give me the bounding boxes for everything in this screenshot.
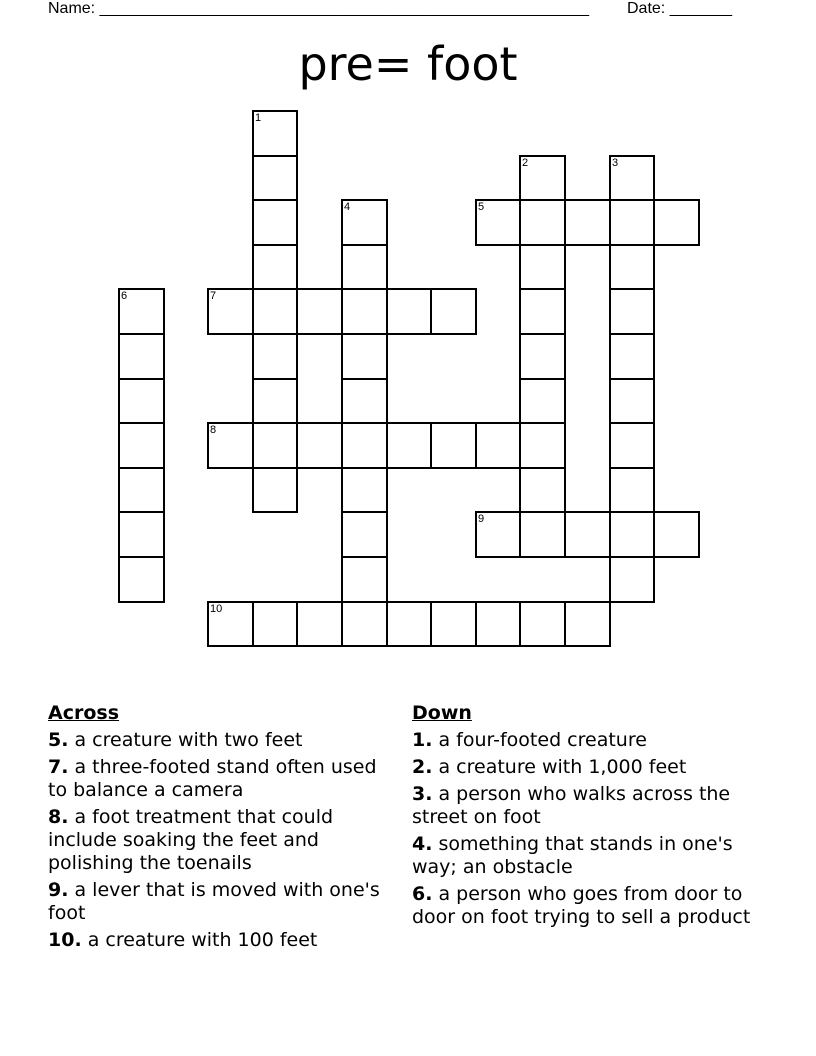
grid-cell[interactable]	[609, 288, 655, 335]
clue-text: a creature with 100 feet	[87, 929, 318, 951]
grid-cell[interactable]	[341, 199, 388, 246]
across-clue	[48, 806, 388, 875]
clue-number: 5.	[48, 729, 69, 751]
grid-cell[interactable]	[118, 333, 165, 380]
grid-cell[interactable]	[296, 288, 343, 335]
clue-number: 3.	[412, 783, 433, 805]
clue-number: 2.	[412, 756, 433, 778]
puzzle-title: pre= foot	[298, 37, 518, 91]
grid-cell[interactable]	[341, 422, 388, 469]
grid-cell[interactable]	[252, 288, 298, 335]
across-clue	[48, 729, 388, 752]
clue-text: a person who walks across the street on foot	[412, 783, 731, 828]
grid-cell[interactable]	[519, 422, 566, 469]
grid-cell[interactable]	[252, 422, 298, 469]
grid-cell[interactable]	[609, 422, 655, 469]
date-field[interactable]: Date: _______	[627, 0, 732, 17]
grid-cell[interactable]	[207, 422, 254, 469]
down-clue	[412, 883, 782, 929]
grid-cell[interactable]	[207, 288, 254, 335]
grid-cell[interactable]	[475, 422, 521, 469]
across-clue	[48, 929, 388, 952]
cell-number: 1	[255, 112, 262, 124]
grid-cell[interactable]	[252, 155, 298, 201]
grid-cell[interactable]	[341, 378, 388, 424]
grid-cell[interactable]	[519, 155, 566, 201]
clue-text: a four-footed creature	[438, 729, 647, 751]
across-clues	[48, 702, 388, 956]
grid-cell[interactable]	[519, 511, 566, 558]
grid-cell[interactable]	[564, 601, 611, 647]
clue-number: 9.	[48, 879, 69, 901]
grid-cell[interactable]	[609, 333, 655, 380]
grid-cell[interactable]	[341, 556, 388, 603]
clue-number: 1.	[412, 729, 433, 751]
grid-cell[interactable]	[252, 244, 298, 290]
grid-cell[interactable]	[609, 199, 655, 246]
down-clues	[412, 702, 782, 933]
grid-cell[interactable]	[341, 511, 388, 558]
name-field[interactable]: Name: _______________________________________________________	[48, 0, 589, 17]
grid-cell[interactable]	[341, 288, 388, 335]
grid-cell[interactable]	[430, 601, 477, 647]
grid-cell[interactable]	[118, 556, 165, 603]
grid-cell[interactable]	[118, 422, 165, 469]
across-heading: Across	[48, 702, 120, 724]
grid-cell[interactable]	[341, 467, 388, 513]
grid-cell[interactable]	[609, 511, 655, 558]
grid-cell[interactable]	[252, 601, 298, 647]
down-clue	[412, 833, 782, 879]
cell-number: 5	[478, 201, 485, 213]
clue-number: 4.	[412, 833, 433, 855]
grid-cell[interactable]	[252, 199, 298, 246]
grid-cell[interactable]	[519, 244, 566, 290]
cell-number: 6	[121, 290, 128, 302]
clue-number: 7.	[48, 756, 69, 778]
down-clue	[412, 729, 782, 752]
clue-number: 8.	[48, 806, 69, 828]
grid-cell[interactable]	[609, 467, 655, 513]
grid-cell[interactable]	[564, 199, 611, 246]
clue-text: something that stands in one's way; an obstacle	[412, 833, 733, 878]
grid-cell[interactable]	[564, 511, 611, 558]
cell-number: 9	[478, 513, 485, 525]
grid-cell[interactable]	[519, 288, 566, 335]
down-heading: Down	[412, 702, 472, 724]
down-clue	[412, 756, 782, 779]
grid-cell[interactable]	[252, 467, 298, 513]
clue-text: a lever that is moved with one's foot	[48, 879, 380, 924]
cell-number: 4	[344, 201, 351, 213]
grid-cell[interactable]	[519, 199, 566, 246]
across-clue	[48, 756, 388, 802]
clue-text: a creature with 1,000 feet	[438, 756, 687, 778]
grid-cell[interactable]	[118, 288, 165, 335]
grid-cell[interactable]	[519, 601, 566, 647]
grid-cell[interactable]	[296, 601, 343, 647]
grid-cell[interactable]	[519, 378, 566, 424]
down-clue	[412, 783, 782, 829]
grid-cell[interactable]	[296, 422, 343, 469]
cell-number: 3	[612, 157, 619, 169]
cell-number: 8	[210, 424, 217, 436]
grid-cell[interactable]	[386, 288, 432, 335]
grid-cell[interactable]	[341, 601, 388, 647]
grid-cell[interactable]	[386, 422, 432, 469]
clue-text: a creature with two feet	[74, 729, 303, 751]
grid-cell[interactable]	[118, 467, 165, 513]
clue-text: a three-footed stand often used to balance a camera	[48, 756, 377, 801]
grid-cell[interactable]	[118, 511, 165, 558]
grid-cell[interactable]	[519, 467, 566, 513]
cell-number: 2	[522, 157, 529, 169]
grid-cell[interactable]	[475, 199, 521, 246]
grid-cell[interactable]	[386, 601, 432, 647]
grid-cell[interactable]	[609, 244, 655, 290]
grid-cell[interactable]	[519, 333, 566, 380]
grid-cell[interactable]	[252, 110, 298, 157]
grid-cell[interactable]	[430, 288, 477, 335]
clue-text: a person who goes from door to door on foot trying to sell a product	[412, 883, 751, 928]
grid-cell[interactable]	[653, 199, 700, 246]
grid-cell[interactable]	[207, 601, 254, 647]
grid-cell[interactable]	[341, 244, 388, 290]
clue-number: 6.	[412, 883, 433, 905]
grid-cell[interactable]	[609, 378, 655, 424]
grid-cell[interactable]	[475, 601, 521, 647]
grid-cell[interactable]	[475, 511, 521, 558]
clue-number: 10.	[48, 929, 82, 951]
grid-cell[interactable]	[609, 556, 655, 603]
grid-cell[interactable]	[252, 378, 298, 424]
cell-number: 10	[210, 603, 223, 615]
cell-number: 7	[210, 290, 217, 302]
grid-cell[interactable]	[118, 378, 165, 424]
grid-cell[interactable]	[341, 333, 388, 380]
clue-text: a foot treatment that could include soaking the feet and polishing the toenails	[48, 806, 334, 874]
grid-cell[interactable]	[653, 511, 700, 558]
grid-cell[interactable]	[252, 333, 298, 380]
grid-cell[interactable]	[609, 155, 655, 201]
across-clue	[48, 879, 388, 925]
grid-cell[interactable]	[430, 422, 477, 469]
